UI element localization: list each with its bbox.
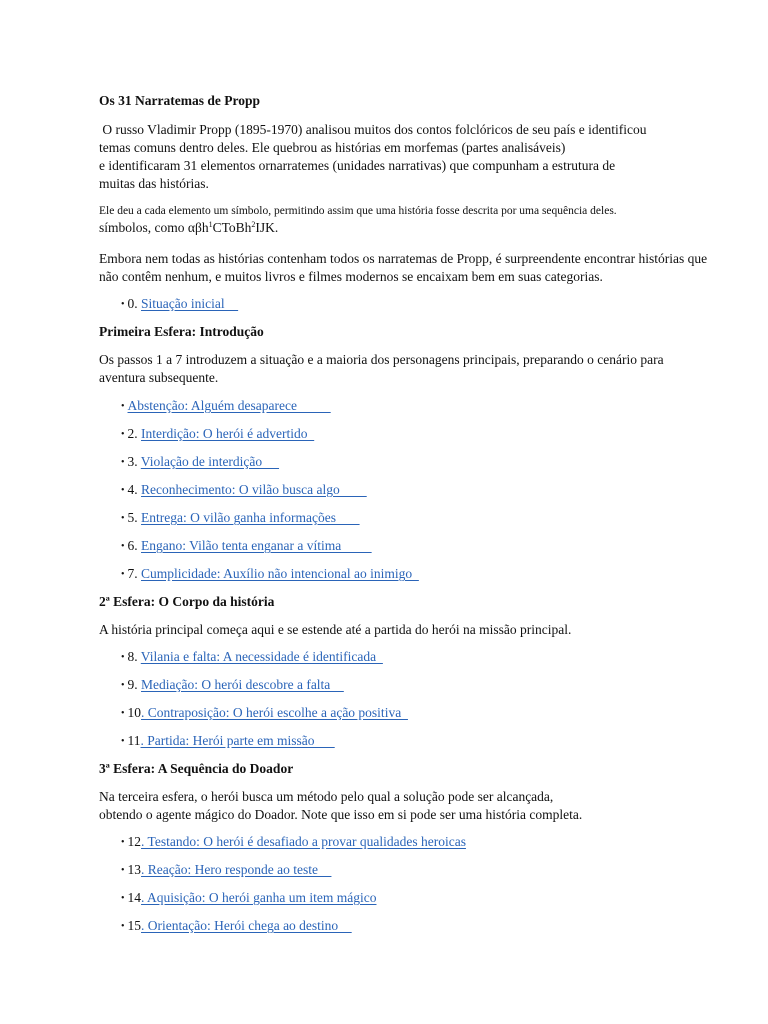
- item-number: 14: [127, 890, 142, 905]
- bullet-icon: •: [121, 485, 125, 496]
- symbols-mid: CToBh: [212, 220, 252, 235]
- bullet-icon: •: [121, 401, 125, 412]
- item-number: 6.: [127, 538, 142, 553]
- intro-line-1: O russo Vladimir Propp (1895-1970) analisou muitos dos contos folclóricos de seu país e identificou: [99, 122, 647, 137]
- bullet-icon: •: [121, 513, 125, 524]
- narratema-link-0[interactable]: Situação inicial: [141, 296, 239, 311]
- sphere1-list: [99, 397, 749, 593]
- symbols-suffix: IJK.: [255, 220, 279, 235]
- bullet-icon: •: [121, 457, 125, 468]
- narratema-link[interactable]: Reconhecimento: O vilão busca algo: [141, 482, 367, 497]
- sphere2-line-1: A história principal começa aqui e se estende até a partida do herói na missão principal.: [99, 622, 572, 637]
- list-item: [121, 453, 749, 481]
- narratema-link[interactable]: Cumplicidade: Auxílio não intencional ao inimigo: [141, 566, 419, 581]
- embora-paragraph: [99, 250, 749, 286]
- sphere1-heading: Primeira Esfera: Introdução: [99, 324, 264, 339]
- item-number: 11: [127, 733, 141, 748]
- bullet-icon: •: [121, 865, 125, 876]
- symbols-sup-1: 1: [208, 220, 213, 229]
- item-number: 0.: [127, 296, 142, 311]
- sphere3-line-2: obtendo o agente mágico do Doador. Note que isso em si pode ser uma história completa.: [99, 807, 583, 822]
- bullet-icon: •: [121, 429, 125, 440]
- item-number: 3.: [127, 454, 141, 469]
- intro-paragraph: [99, 121, 749, 193]
- narratema-link[interactable]: Mediação: O herói descobre a falta: [141, 677, 344, 692]
- intro-line-3: e identificaram 31 elementos ornarratemes (unidades narrativas) que compunham a estrutura de: [99, 158, 616, 173]
- item-number: 12: [127, 834, 142, 849]
- list-item: [121, 704, 749, 732]
- sphere3-list: [99, 833, 749, 945]
- bullet-icon: •: [121, 921, 125, 932]
- list-item: [121, 481, 749, 509]
- list-item: [121, 861, 749, 889]
- symbols-sup-2: 2: [251, 220, 256, 229]
- page-title: Os 31 Narratemas de Propp: [99, 93, 260, 108]
- sphere1-line-1: Os passos 1 a 7 introduzem a situação e a maioria dos personagens principais, preparando o cenário para: [99, 352, 664, 367]
- intro-line-2: temas comuns dentro deles. Ele quebrou as histórias em morfemas (partes analisáveis): [99, 140, 566, 155]
- item-number: 2.: [127, 426, 142, 441]
- list-item: [121, 917, 749, 945]
- bullet-icon: •: [121, 708, 125, 719]
- narratema-link[interactable]: . Aquisição: O herói ganha um item mágico: [141, 890, 377, 905]
- narratema-link[interactable]: . Testando: O herói é desafiado a provar qualidades heroicas: [141, 834, 466, 849]
- narratema-link[interactable]: . Contraposição: O herói escolhe a ação positiva: [141, 705, 408, 720]
- document-page: [99, 92, 749, 945]
- list-item: [121, 537, 749, 565]
- item-number: 5.: [127, 510, 142, 525]
- narratema-link[interactable]: Entrega: O vilão ganha informações: [141, 510, 360, 525]
- sphere3-paragraph: [99, 788, 749, 824]
- item-number: 9.: [127, 677, 142, 692]
- list-item: [121, 889, 749, 917]
- item-number: 15: [127, 918, 142, 933]
- sphere2-heading: 2ª Esfera: O Corpo da história: [99, 594, 275, 609]
- sphere1-line-2: aventura subsequente.: [99, 370, 219, 385]
- list-item: [121, 648, 749, 676]
- narratema-link[interactable]: Abstenção: Alguém desaparece: [127, 398, 331, 413]
- sphere2-list: [99, 648, 749, 760]
- item-number: 4.: [127, 482, 142, 497]
- bullet-icon: •: [121, 541, 125, 552]
- list-item: [121, 732, 749, 760]
- list-item: [121, 676, 749, 704]
- embora-line-2: não contêm nenhum, e muitos livros e filmes modernos se encaixam bem em suas categorias.: [99, 269, 603, 284]
- symbols-paragraph: [99, 204, 749, 237]
- list-item: [121, 295, 749, 323]
- symbols-prefix: símbolos, como αβh: [99, 220, 209, 235]
- narratema-link[interactable]: Engano: Vilão tenta enganar a vítima: [141, 538, 372, 553]
- symbols-line-2: [99, 219, 749, 237]
- bullet-icon: •: [121, 893, 125, 904]
- bullet-icon: •: [121, 736, 125, 747]
- bullet-icon: •: [121, 837, 125, 848]
- intro-line-4: muitas das histórias.: [99, 176, 209, 191]
- list-item: [121, 425, 749, 453]
- item-number: 10: [127, 705, 142, 720]
- narratema-link[interactable]: Violação de interdição: [140, 454, 280, 469]
- list-item: [121, 565, 749, 593]
- narratema-link[interactable]: . Reação: Hero responde ao teste: [141, 862, 332, 877]
- symbols-line-1: Ele deu a cada elemento um símbolo, permitindo assim que uma história fosse descrita por uma sequência deles.: [99, 205, 617, 217]
- list-item0: [99, 295, 749, 323]
- item-number: 13: [127, 862, 142, 877]
- bullet-icon: •: [121, 680, 125, 691]
- item-number: 7.: [127, 566, 142, 581]
- embora-line-1: Embora nem todas as histórias contenham todos os narratemas de Propp, é surpreendente encontrar histórias que: [99, 251, 708, 266]
- narratema-link[interactable]: . Partida: Herói parte em missão: [140, 733, 335, 748]
- bullet-icon: •: [121, 299, 125, 310]
- narratema-link[interactable]: Interdição: O herói é advertido: [141, 426, 315, 441]
- narratema-link[interactable]: Vilania e falta: A necessidade é identificada: [140, 649, 383, 664]
- list-item: [121, 833, 749, 861]
- list-item: [121, 397, 749, 425]
- list-item: [121, 509, 749, 537]
- sphere3-heading: 3ª Esfera: A Sequência do Doador: [99, 761, 294, 776]
- sphere1-paragraph: [99, 351, 749, 387]
- sphere3-line-1: Na terceira esfera, o herói busca um método pelo qual a solução pode ser alcançada,: [99, 789, 554, 804]
- bullet-icon: •: [121, 652, 125, 663]
- item-number: 8.: [127, 649, 141, 664]
- bullet-icon: •: [121, 569, 125, 580]
- narratema-link[interactable]: . Orientação: Herói chega ao destino: [141, 918, 352, 933]
